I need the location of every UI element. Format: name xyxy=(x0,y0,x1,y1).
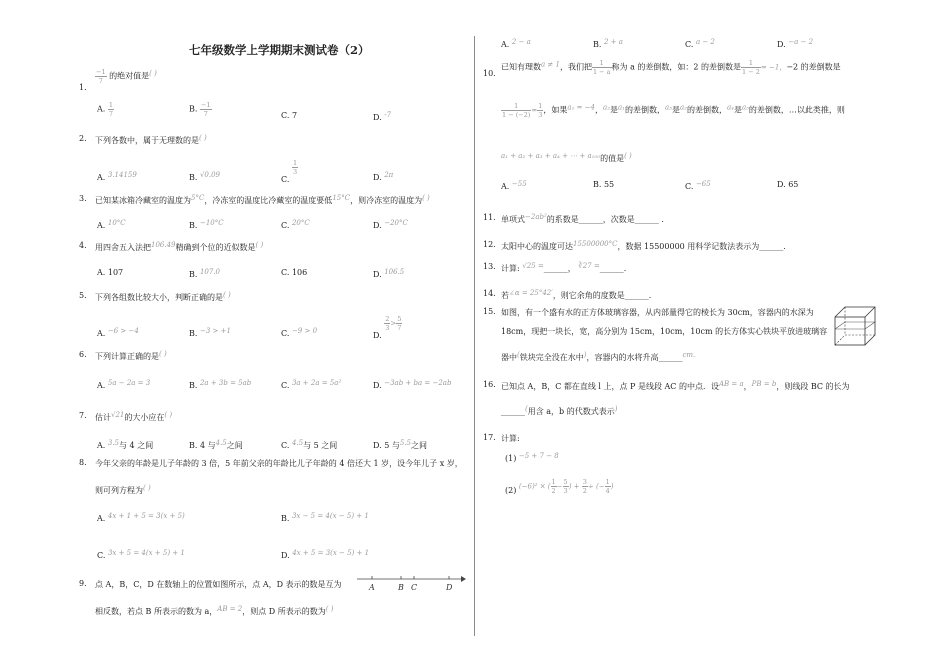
question-13-stem: 计算: √25 =______， ∛27 =______. xyxy=(501,262,627,273)
question-7-stem: 估计√21的大小应在( ) xyxy=(95,411,173,422)
point-label-a: A xyxy=(369,583,375,592)
q8-option-b[interactable]: B. 3x − 5 = 4(x − 5) + 1 xyxy=(281,512,369,523)
q10-option-a[interactable]: A. −55 xyxy=(501,180,527,191)
q6-option-b[interactable]: B. 2a + 3b = 5ab xyxy=(189,379,252,390)
q3-option-c[interactable]: C. 20°C xyxy=(281,219,310,230)
q7-option-c[interactable]: C. 4.5与 5 之间 xyxy=(281,439,338,450)
question-15-line2: 18cm，现把一块长，宽，高分别为 15cm，10cm，10cm 的长方体实心铁块平放进玻璃容 xyxy=(501,327,828,336)
q9-option-a[interactable]: A. 2 − a xyxy=(501,38,531,49)
question-10-line1: 已知有理数a ≠ 1，我们把 $\frac{1}{1 - a}$ 称为 a 的差倒数，如：2 的差倒数是 $\frac{1}{1 - 2}$ = −1，−2 的差倒数是 xyxy=(501,59,841,76)
question-2-stem: 下列各数中，属于无理数的是( ) xyxy=(95,134,207,145)
q1-option-c[interactable]: C. 7 xyxy=(281,111,298,120)
question-17-part-2: (2) (−6)² × ( $\frac{1}{2}$ − $\frac{5}{3}$ ) + $\frac{3}{2}$ ÷ (− $\frac{1}{4}$ ) xyxy=(505,478,614,495)
question-16-line2: ______(用含 a，b 的代数式表示) xyxy=(501,405,618,416)
q3-option-d[interactable]: D. −20°C xyxy=(373,219,408,230)
q4-option-b[interactable]: B. 107.0 xyxy=(189,268,221,279)
question-number: 13. xyxy=(483,262,496,271)
q2-option-d[interactable]: D. 2π xyxy=(373,171,394,182)
q2-option-a[interactable]: A. 3.14159 xyxy=(97,171,137,182)
question-number: 6. xyxy=(79,350,87,359)
question-4-stem: 用四舍五入法把106.49精确到个位的近似数是( ) xyxy=(95,241,264,252)
cube-hidden-edge xyxy=(835,335,845,345)
q8-option-a[interactable]: A. 4x + 1 + 5 = 3(x + 5) xyxy=(97,512,185,523)
q10-option-b[interactable]: B. 55 xyxy=(593,180,615,189)
q2-option-c[interactable]: C. $\frac{1}{3}$ xyxy=(281,159,298,184)
question-9-stem: 点 A，B，C，D 在数轴上的位置如图所示，点 A，D 表示的数是互为 xyxy=(95,580,342,589)
q3-option-b[interactable]: B. −10°C xyxy=(189,219,224,230)
q7-option-b[interactable]: B. 4 与4.5之间 xyxy=(189,439,243,450)
math-fraction: $\frac{-1}{7}$ xyxy=(96,68,106,85)
q6-option-a[interactable]: A. 5a − 2a = 3 xyxy=(97,379,151,390)
q8-option-c[interactable]: C. 3x + 5 = 4(x + 5) + 1 xyxy=(97,549,185,560)
point-label-b: B xyxy=(398,583,404,592)
question-14-stem: 若∠α = 25°42′，则它余角的度数是______. xyxy=(501,289,652,300)
q5-option-c[interactable]: C. −9 > 0 xyxy=(281,327,318,338)
point-label-c: C xyxy=(411,583,418,592)
question-6-stem: 下列计算正确的是( ) xyxy=(95,350,167,361)
q4-option-a[interactable]: A. 107 xyxy=(97,268,124,277)
point-label-d: D xyxy=(446,583,453,592)
question-number: 4. xyxy=(79,241,87,250)
question-number: 9. xyxy=(79,579,87,588)
q9-option-b[interactable]: B. 2 + a xyxy=(593,38,623,49)
q9-option-d[interactable]: D. −a − 2 xyxy=(777,38,814,49)
cube-top-edge xyxy=(865,307,875,317)
q3-option-a[interactable]: A. 10°C xyxy=(97,219,126,230)
question-9-stem-line2: 相反数，若点 B 所表示的数为 a，AB = 2，则点 D 所表示的数为( ) xyxy=(95,605,334,616)
question-number: 8. xyxy=(79,458,87,467)
q10-option-c[interactable]: C. −65 xyxy=(685,180,711,191)
q8-option-d[interactable]: D. 4x + 5 = 3(x − 5) + 1 xyxy=(281,549,370,560)
q1-option-d[interactable]: D. -7 xyxy=(373,111,392,122)
question-5-stem: 下列各组数比较大小，判断正确的是( ) xyxy=(95,291,231,302)
question-8-stem: 今年父亲的年龄是儿子年龄的 3 倍，5 年前父亲的年龄比儿子年龄的 4 倍还大 1 岁，设今年儿子 x 岁， xyxy=(95,459,463,468)
cube-front-face xyxy=(835,317,865,345)
q9-option-c[interactable]: C. a − 2 xyxy=(685,38,715,49)
q10-option-d[interactable]: D. 65 xyxy=(777,180,799,189)
q7-option-d[interactable]: D. 5 与5.5之间 xyxy=(373,439,427,450)
number-line-arrow xyxy=(461,576,466,582)
q6-option-c[interactable]: C. 3a + 2a = 5a² xyxy=(281,379,342,390)
question-number: 10. xyxy=(483,69,496,78)
question-number: 15. xyxy=(483,307,496,316)
question-10-line2: $\frac{1}{1 - (-2)}$ = $\frac{1}{3}$ ，如果a₁ = −4，a₂是a₁的差倒数，a₃是a₂的差倒数，a₄是a₃的差倒数，…以此类推，则 xyxy=(502,102,845,119)
question-3-stem: 已知某冰箱冷藏室的温度为5°C，冷冻室的温度比冷藏室的温度要低15°C，则冷冻室的温度为( ) xyxy=(95,194,430,205)
page-title: 七年级数学上学期期末测试卷（2） xyxy=(189,43,370,57)
question-10-line3: a₁ + a₂ + a₃ + a₄ + ⋯ + a₁₀₀的值是( ) xyxy=(501,152,632,163)
question-number: 11. xyxy=(483,213,496,222)
q7-option-a[interactable]: A. 3.5与 4 之间 xyxy=(97,439,154,450)
q1-option-a[interactable]: A. $\frac{1}{7}$ xyxy=(97,101,114,118)
q4-option-d[interactable]: D. 106.5 xyxy=(373,268,405,279)
q1-option-b[interactable]: B. $\frac{-1}{7}$ xyxy=(189,101,211,118)
question-number: 3. xyxy=(79,194,87,203)
q6-option-d[interactable]: D. −3ab + ba = −2ab xyxy=(373,379,452,390)
question-17-part-1: (1) −5 + 7 − 8 xyxy=(505,452,559,463)
question-16-line1: 已知点 A，B，C 都在直线 l 上，点 P 是线段 AC 的中点．设AB = a，PB = b，则线段 BC 的长为 xyxy=(501,380,850,391)
question-17-stem: 计算: xyxy=(501,434,520,443)
column-divider xyxy=(474,36,475,636)
question-number: 1. xyxy=(79,83,87,92)
question-number: 14. xyxy=(483,289,496,298)
question-8-stem-line2: 则可列方程为( ) xyxy=(95,484,151,495)
question-12-stem: 太阳中心的温度可达15500000°C，数据 15500000 用科学记数法表示为______. xyxy=(501,240,786,251)
q5-option-b[interactable]: B. −3 > +1 xyxy=(189,327,231,338)
question-number: 2. xyxy=(79,134,87,143)
question-11-stem: 单项式−2ab²的系数是______，次数是______ . xyxy=(501,213,664,224)
question-15-line3: 器中(铁块完全没在水中)，容器内的水将升高______cm. xyxy=(501,351,696,362)
question-number: 7. xyxy=(79,411,87,420)
water-level xyxy=(835,322,875,329)
q5-option-a[interactable]: A. −6 > −4 xyxy=(97,327,139,338)
question-number: 17. xyxy=(483,433,496,442)
question-15-line1: 如图，有一个盛有水的正方体玻璃容器，从内部量得它的棱长为 30cm，容器内的水深为 xyxy=(501,308,814,317)
cube-container-figure xyxy=(833,305,877,347)
q5-option-d[interactable]: D. $\frac{2}{3}$ > $\frac{5}{7}$ xyxy=(373,315,402,340)
q4-option-c[interactable]: C. 106 xyxy=(281,268,308,277)
question-number: 16. xyxy=(483,380,496,389)
question-number: 12. xyxy=(483,240,496,249)
q2-option-b[interactable]: B. √0.09 xyxy=(189,171,221,182)
question-1-stem: $\frac{-1}{7}$ 的绝对值是( ) xyxy=(96,68,157,85)
question-number: 5. xyxy=(79,291,87,300)
